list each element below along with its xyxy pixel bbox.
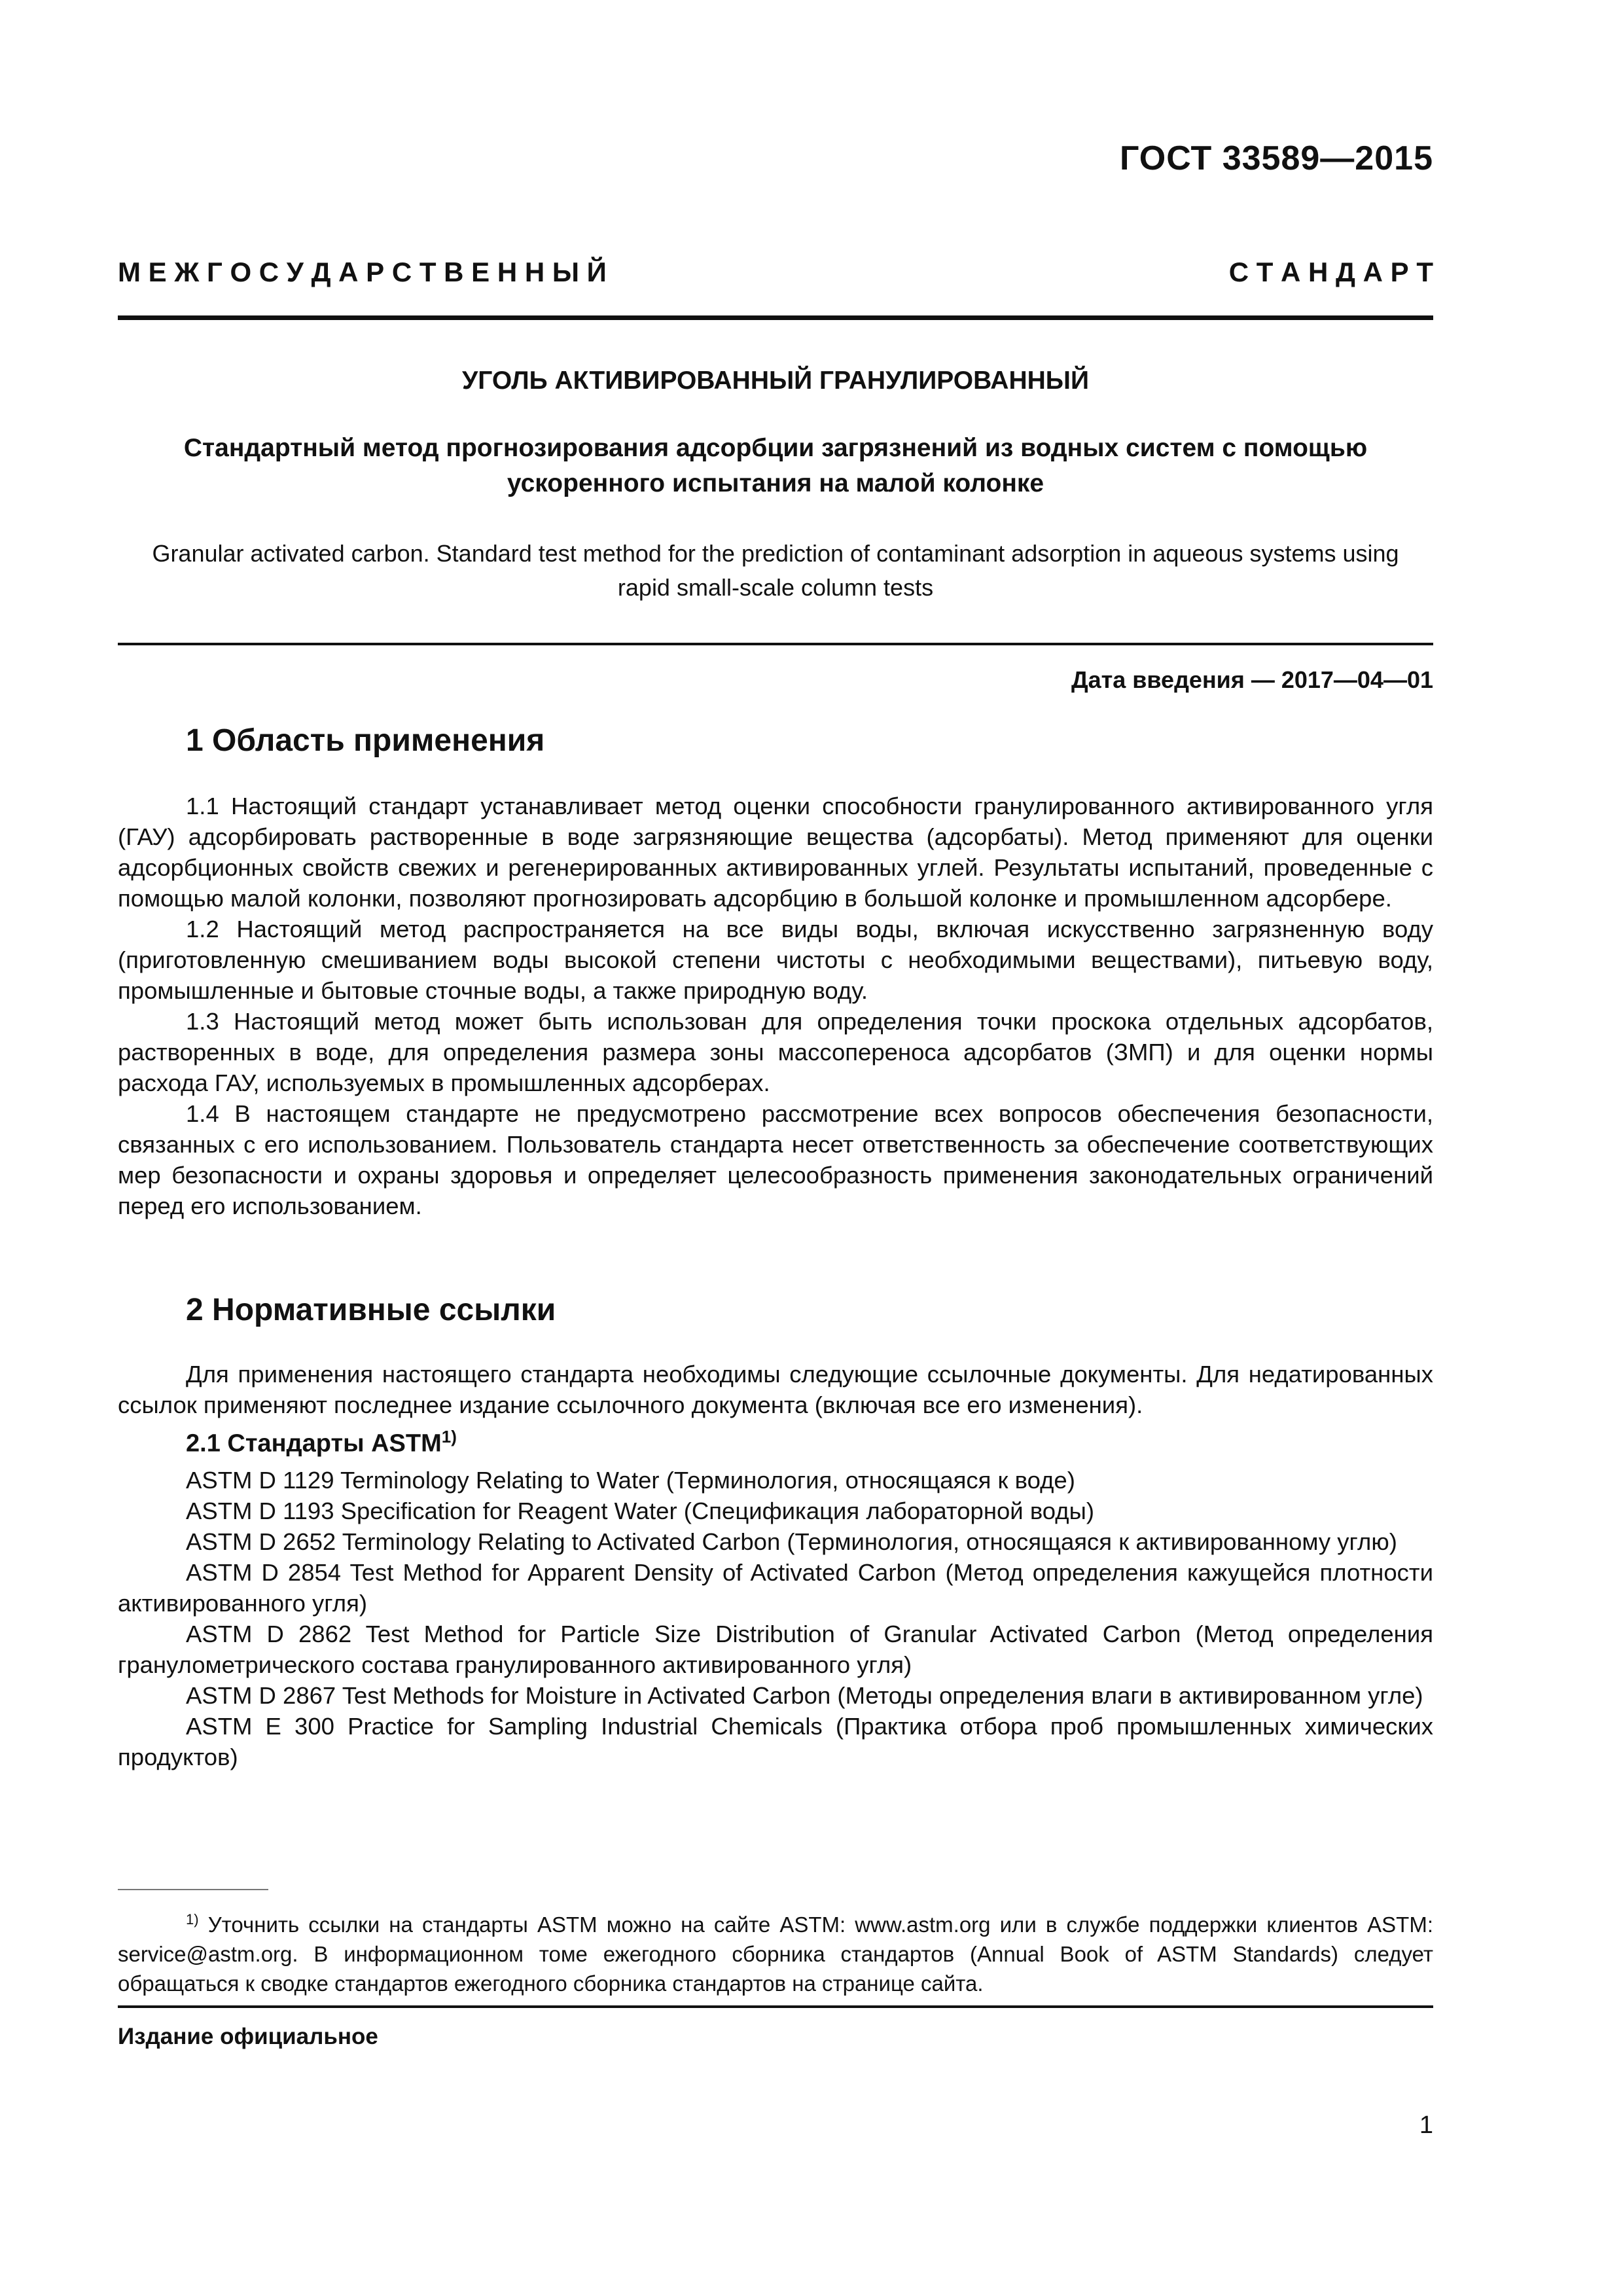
section-2-heading: 2 Нормативные ссылки [186,1293,556,1327]
title-divider [118,643,1433,645]
footnote-marker: 1) [186,1911,199,1928]
footnote-text-block [118,1905,1433,1998]
intro-date: Дата введения — 2017—04—01 [1071,666,1433,693]
title-english-line2: rapid small-scale column tests [617,574,934,601]
paragraph-1-2: 1.2 Настоящий метод распространяется на все виды воды, включая искусственно загрязненную воду (приготовленную смешиванием воды высокой степени чистоты с необходимыми веществами), питьевую воду, промышленные и бытовые сточные воды, а также природную воду. [118,916,1433,1004]
section-1-heading: 1 Область применения [186,723,545,758]
title-subtitle-line2: ускоренного испытания на малой колонке [507,469,1044,497]
standard-type-line [118,257,1433,288]
subsection-2-1-label: 2.1 Стандарты ASTM [186,1429,442,1458]
reference-item: ASTM D 2862 Test Method for Particle Size Distribution of Granular Activated Carbon (Метод определения гранулометрического состава гранулированного активированного угля) [118,1621,1433,1678]
page-number: 1 [1419,2111,1433,2139]
section-2-intro [118,1359,1433,1420]
paragraph-1-1: 1.1 Настоящий стандарт устанавливает метод оценки способности гранулированного активированного угля (ГАУ) адсорбировать растворенные в воде загрязняющие вещества (адсорбаты). Метод применяют для оценки адсорбционных свойств свежих и регенерированных активированных углей. Результаты испытаний, проведенные с помощью малой колонки, позволяют прогнозировать адсорбцию в большой колонке и промышленном адсорбере. [118,793,1433,912]
paragraph-1-3: 1.3 Настоящий метод может быть использован для определения точки проскока отдельных адсорбатов, растворенных в воде, для определения размера зоны массопереноса адсорбатов (ЗМП) и для оценки нормы расхода ГАУ, используемых в промышленных адсорберах. [118,1008,1433,1096]
reference-item: ASTM D 1129 Terminology Relating to Water (Терминология, относящаяся к воде) [186,1467,1075,1494]
footnote-text: Уточнить ссылки на стандарты ASTM можно на сайте ASTM: www.astm.org или в службе поддержки клиентов ASTM: service@astm.org. В информационном томе ежегодного сборника стандартов (Annual Book of ASTM Standards) следует обращаться к сводке стандартов ежегодного сборника стандартов на странице сайта. [118,1912,1433,1996]
footnote-divider [118,1889,268,1890]
standard-type-left: М Е Ж Г О С У Д А Р С Т В Е Н Н Ы Й [118,257,607,287]
reference-item: ASTM D 2652 Terminology Relating to Activated Carbon (Терминология, относящаяся к активированному углю) [186,1528,1397,1555]
reference-item: ASTM E 300 Practice for Sampling Industrial Chemicals (Практика отбора проб промышленных химических продуктов) [118,1713,1433,1770]
reference-item: ASTM D 1193 Specification for Reagent Water (Спецификация лабораторной воды) [186,1498,1094,1524]
title-main: УГОЛЬ АКТИВИРОВАННЫЙ ГРАНУЛИРОВАННЫЙ [462,367,1089,395]
title-english-line1: Granular activated carbon. Standard test method for the prediction of contaminant adsorption in aqueous systems using [152,540,1399,567]
standard-type-right: С Т А Н Д А Р Т [1228,257,1433,287]
title-subtitle-line1: Стандартный метод прогнозирования адсорбции загрязнений из водных систем с помощью [183,434,1368,462]
title-subtitle [118,431,1433,501]
reference-item: ASTM D 2867 Test Methods for Moisture in Activated Carbon (Методы определения влаги в активированном угле) [186,1682,1423,1709]
reference-item: ASTM D 2854 Test Method for Apparent Density of Activated Carbon (Метод определения кажущейся плотности активированного угля) [118,1559,1433,1617]
paragraph-2-intro: Для применения настоящего стандарта необходимы следующие ссылочные документы. Для недатированных ссылок применяют последнее издание ссылочного документа (включая все его изменения). [118,1361,1433,1418]
subsection-2-1-heading [186,1427,457,1458]
footnote [118,1905,1433,1998]
astm-references-list [118,1465,1433,1772]
title-english [118,537,1433,605]
header-divider [118,315,1433,320]
official-edition-label: Издание официальное [118,2024,378,2049]
paragraph-1-4: 1.4 В настоящем стандарте не предусмотрено рассмотрение всех вопросов обеспечения безопасности, связанных с его использованием. Пользователь стандарта несет ответственность за обеспечение соответствующих мер безопасности и охраны здоровья и определяет целесообразность применения законодательных ограничений перед его использованием. [118,1100,1433,1219]
footer-divider [118,2005,1433,2008]
section-1-body [118,791,1433,1221]
doc-number: ГОСТ 33589—2015 [1120,139,1433,177]
footnote-ref-marker[interactable]: 1) [441,1427,457,1446]
